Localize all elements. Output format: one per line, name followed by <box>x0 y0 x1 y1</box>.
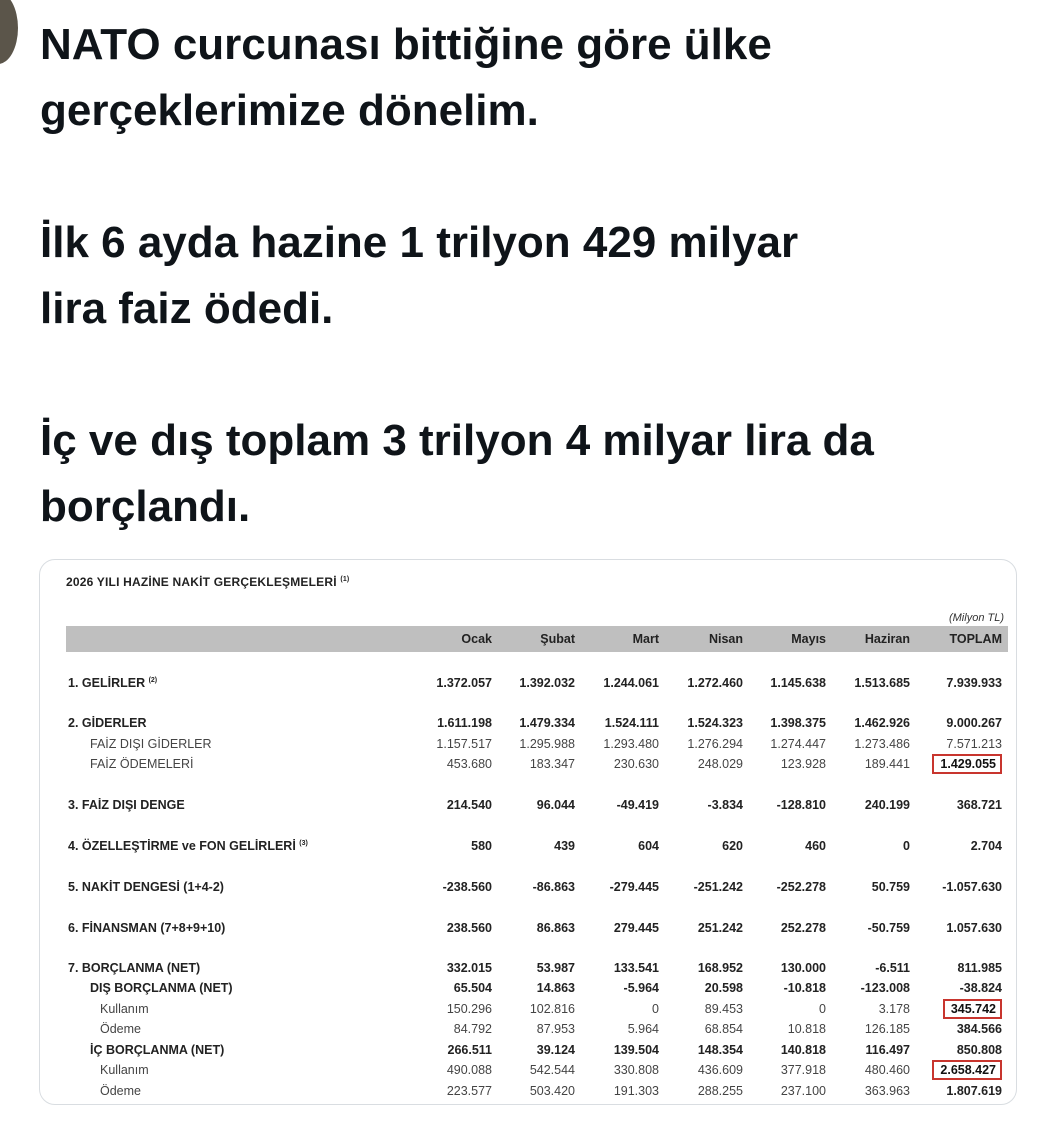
highlight-box: 2.658.427 <box>932 1060 1002 1080</box>
attached-image[interactable] <box>39 559 1017 1105</box>
tweet-line: İç ve dış toplam 3 trilyon 4 milyar lira da <box>40 416 874 465</box>
tweet-line: NATO curcunası bittiğine göre ülke <box>40 20 772 69</box>
table-row: 2. GİDERLER 1.611.198 1.479.334 1.524.111 1.524.323 1.398.375 1.462.926 9.000.267 <box>68 716 1002 731</box>
table-row: 1. GELİRLER $^{(2)}$ 1.372.057 1.392.032 1.244.061 1.272.460 1.145.638 1.513.685 7.939.933 <box>68 676 1002 690</box>
document-title: 2026 YILI HAZİNE NAKİT GERÇEKLEŞMELERİ $^{(1)}$ <box>66 575 350 589</box>
table-row: 5. NAKİT DENGESİ (1+4-2) -238.560 -86.863 -279.445 -251.242 -252.278 50.759 -1.057.630 <box>68 879 1002 894</box>
table-row: FAİZ DIŞI GİDERLER 1.157.517 1.295.988 1.293.480 1.276.294 1.274.447 1.273.486 7.571.213 <box>90 736 1002 751</box>
col-header: Mart <box>581 626 665 652</box>
table-row: İÇ BORÇLANMA (NET) 266.511 39.124 139.504 148.354 140.818 116.497 850.808 <box>90 1042 1002 1057</box>
table-row: Kullanım 490.088 542.544 330.808 436.609 377.918 480.460 2.658.427 <box>66 1060 1008 1081</box>
highlight-box: 345.742 <box>943 999 1002 1019</box>
cash-realizations-table <box>66 626 1008 1101</box>
table-row: 7. BORÇLANMA (NET) 332.015 53.987 133.541 168.952 130.000 -6.511 811.985 <box>68 960 1002 975</box>
table-row: Ödeme 223.577 503.420 191.303 288.255 237.100 363.963 1.807.619 <box>100 1083 1002 1098</box>
col-header: Haziran <box>832 626 916 652</box>
col-header: TOPLAM <box>916 626 1008 652</box>
table-row: FAİZ ÖDEMELERİ 453.680 183.347 230.630 248.029 123.928 189.441 1.429.055 <box>66 754 1008 775</box>
table-row: Ödeme 84.792 87.953 5.964 68.854 10.818 126.185 384.566 <box>100 1022 1002 1037</box>
tweet-line: İlk 6 ayda hazine 1 trilyon 429 milyar <box>40 218 799 267</box>
tweet-line: borçlandı. <box>40 482 251 531</box>
col-header: Ocak <box>404 626 498 652</box>
table-row: 6. FİNANSMAN (7+8+9+10) 238.560 86.863 279.445 251.242 252.278 -50.759 1.057.630 <box>68 920 1002 935</box>
table-row: Kullanım 150.296 102.816 0 89.453 0 3.178 345.742 <box>66 999 1008 1020</box>
table-header <box>66 626 1008 652</box>
tweet-text <box>40 12 1030 540</box>
tweet-line: lira faiz ödedi. <box>40 284 334 333</box>
highlight-box: 1.429.055 <box>932 754 1002 774</box>
unit-label: (Milyon TL) <box>948 612 1004 624</box>
table-row: 3. FAİZ DIŞI DENGE 214.540 96.044 -49.419 -3.834 -128.810 240.199 368.721 <box>68 797 1002 812</box>
col-header: Mayıs <box>749 626 832 652</box>
table-row: 4. ÖZELLEŞTİRME ve FON GELİRLERİ $^{(3)}$ 580 439 604 620 460 0 2.704 <box>68 838 1002 853</box>
tweet-line: gerçeklerimize dönelim. <box>40 86 539 135</box>
col-header: Şubat <box>498 626 581 652</box>
col-header: Nisan <box>665 626 749 652</box>
avatar[interactable] <box>0 0 18 64</box>
table-row: DIŞ BORÇLANMA (NET) 65.504 14.863 -5.964 20.598 -10.818 -123.008 -38.824 <box>90 981 1002 996</box>
